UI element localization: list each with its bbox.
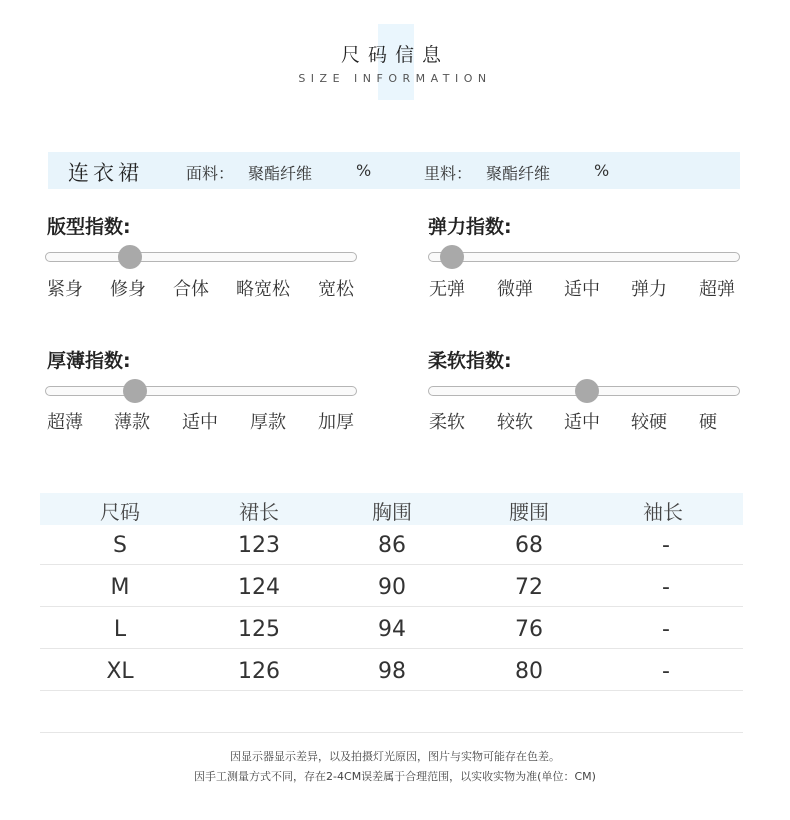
fit-option: 宽松 <box>318 279 354 300</box>
elasticity-option: 无弹 <box>429 279 465 300</box>
row-divider <box>40 606 743 607</box>
thickness-option: 薄款 <box>114 412 150 433</box>
size-table-cell: S <box>113 533 127 558</box>
size-table-cell: - <box>662 575 670 600</box>
size-table-cell: 68 <box>515 533 543 558</box>
fit-option: 略宽松 <box>236 279 290 300</box>
page-subtitle: SIZE INFORMATION <box>298 72 492 85</box>
softness-option: 硬 <box>699 412 717 433</box>
page-title: 尺码信息 <box>340 44 449 66</box>
elasticity-option: 超弹 <box>699 279 735 300</box>
size-table-cell: 124 <box>238 575 280 600</box>
thickness-option: 适中 <box>182 412 218 433</box>
size-table-cell: 125 <box>238 617 280 642</box>
size-table-cell: - <box>662 617 670 642</box>
elasticity-index-knob <box>440 245 464 269</box>
size-table-cell: 123 <box>238 533 280 558</box>
fit-option: 合体 <box>173 279 209 300</box>
fit-option: 修身 <box>110 279 146 300</box>
fit-index-knob <box>118 245 142 269</box>
size-table-cell: 76 <box>515 617 543 642</box>
elasticity-option: 适中 <box>564 279 600 300</box>
row-divider <box>40 732 743 733</box>
size-table-header-cell: 腰围 <box>509 500 549 524</box>
size-table-header-cell: 胸围 <box>372 500 412 524</box>
row-divider <box>40 648 743 649</box>
garment-type: 连衣裙 <box>68 161 143 185</box>
row-divider <box>40 564 743 565</box>
thickness-option: 厚款 <box>250 412 286 433</box>
lining-fabric-percent: % <box>594 161 610 180</box>
softness-option: 适中 <box>564 412 600 433</box>
size-table-header-cell: 裙长 <box>239 500 279 524</box>
disclaimer-color: 因显示器显示差异，以及拍摄灯光原因，图片与实物可能存在色差。 <box>230 750 560 763</box>
thickness-index-knob <box>123 379 147 403</box>
fit-option: 紧身 <box>47 279 83 300</box>
size-table-cell: 98 <box>378 659 406 684</box>
fit-index-title: 版型指数: <box>47 216 131 238</box>
size-table-cell: XL <box>106 659 134 684</box>
elasticity-option: 弹力 <box>631 279 667 300</box>
softness-option: 较硬 <box>631 412 667 433</box>
row-divider <box>40 690 743 691</box>
outer-fabric-label: 面料： <box>186 164 235 183</box>
size-table-header-cell: 袖长 <box>643 500 683 524</box>
size-table-cell: 72 <box>515 575 543 600</box>
fit-index-track <box>45 252 357 262</box>
size-table-cell: 94 <box>378 617 406 642</box>
softness-option: 较软 <box>497 412 533 433</box>
lining-fabric-label: 里料： <box>424 164 473 183</box>
softness-index-knob <box>575 379 599 403</box>
size-table-cell: 126 <box>238 659 280 684</box>
fabric-info-bar <box>48 152 740 189</box>
thickness-option: 超薄 <box>47 412 83 433</box>
softness-option: 柔软 <box>429 412 465 433</box>
softness-index-title: 柔软指数: <box>428 350 512 372</box>
size-table-cell: L <box>113 617 127 642</box>
size-table-cell: 86 <box>378 533 406 558</box>
elasticity-index-track <box>428 252 740 262</box>
lining-fabric-value: 聚酯纤维 <box>486 164 551 183</box>
thickness-option: 加厚 <box>318 412 354 433</box>
thickness-index-title: 厚薄指数: <box>47 350 131 372</box>
size-table-cell: M <box>110 575 130 600</box>
size-table-cell: - <box>662 659 670 684</box>
outer-fabric-value: 聚酯纤维 <box>248 164 313 183</box>
size-table-header-cell: 尺码 <box>100 500 140 524</box>
disclaimer-measurement: 因手工测量方式不同，存在2-4CM误差属于合理范围，以实收实物为准(单位：CM) <box>194 770 596 783</box>
size-table-cell: 80 <box>515 659 543 684</box>
thickness-index-track <box>45 386 357 396</box>
size-table-cell: 90 <box>378 575 406 600</box>
outer-fabric-percent: % <box>356 161 372 180</box>
elasticity-index-title: 弹力指数: <box>428 216 512 238</box>
size-table-cell: - <box>662 533 670 558</box>
elasticity-option: 微弹 <box>497 279 533 300</box>
